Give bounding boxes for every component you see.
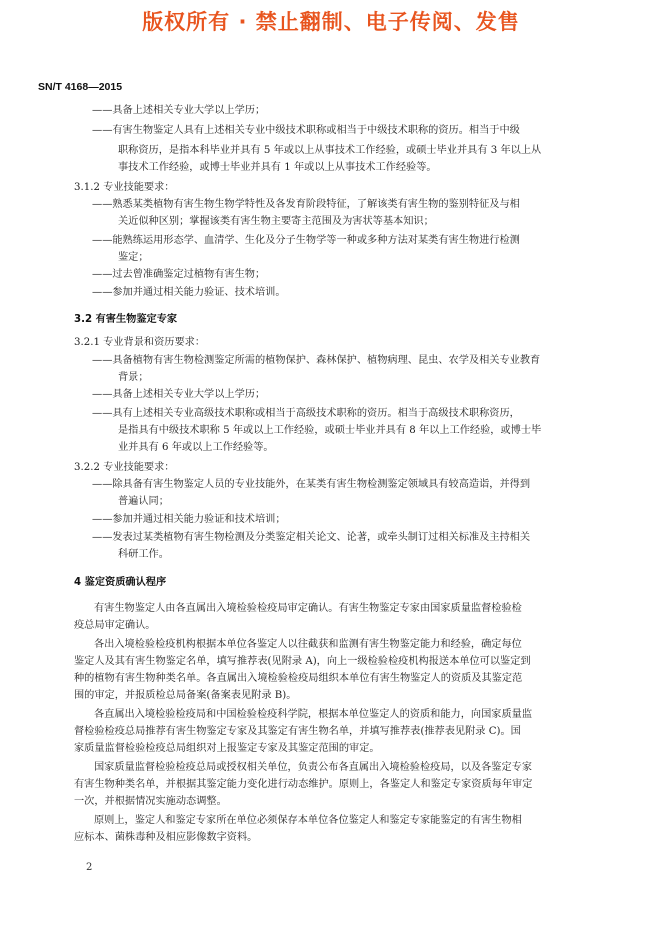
list-item-continuation: 职称资历，是指本科毕业并具有 5 年或以上从事技术工作经验，或硕士毕业并具有 3 年以上从 bbox=[118, 145, 542, 156]
paragraph-line: 原则上，鉴定人和鉴定专家所在单位必须保存本单位各位鉴定人和鉴定专家能鉴定的有害生物相 bbox=[94, 815, 522, 826]
paragraph-line: 有害生物鉴定人由各直属出入境检验检疫局审定确认。有害生物鉴定专家由国家质量监督检验检 bbox=[94, 603, 522, 614]
paragraph-line: 一次，并根据情况实施动态调整。 bbox=[74, 796, 227, 807]
list-item: ——具备上述相关专业大学以上学历； bbox=[92, 105, 266, 116]
list-item-continuation: 关近似种区别；掌握该类有害生物主要寄主范围及为害状等基本知识； bbox=[118, 216, 434, 227]
list-item-continuation: 科研工作。 bbox=[118, 549, 169, 560]
list-item: ——除具备有害生物鉴定人员的专业技能外，在某类有害生物检测鉴定领域具有较高造诣，并得到 bbox=[92, 479, 531, 490]
paragraph-line: 种的植物有害生物种类名单。各直属出入境检验检疫局组织本单位有害生物鉴定人的资质及其鉴定范 bbox=[74, 673, 523, 684]
list-item-continuation: 普遍认同； bbox=[118, 496, 169, 507]
clause-3-2-1: 3.2.1 专业背景和资历要求： bbox=[74, 337, 206, 348]
section-heading-3-2: 3.2 有害生物鉴定专家 bbox=[74, 314, 178, 325]
paragraph-line: 国家质量监督检验检疫总局或授权相关单位，负责公布各直属出入境检验检疫局，以及各鉴定专家 bbox=[94, 762, 533, 773]
paragraph-line: 鉴定人及其有害生物鉴定名单，填写推荐表(见附录 A)，向上一级检验检疫机构报送本单位可以鉴定到 bbox=[74, 656, 531, 667]
list-item: ——能熟练运用形态学、血清学、生化及分子生物学等一种或多种方法对某类有害生物进行检测 bbox=[92, 235, 520, 246]
list-item-continuation: 背景； bbox=[118, 372, 149, 383]
list-item-continuation: 鉴定； bbox=[118, 252, 149, 263]
list-item: ——过去曾准确鉴定过植物有害生物； bbox=[92, 269, 266, 280]
paragraph-line: 家质量监督检验检疫总局组织对上报鉴定专家及其鉴定范围的审定。 bbox=[74, 743, 380, 754]
clause-3-2-2: 3.2.2 专业技能要求： bbox=[74, 462, 175, 473]
section-heading-4: 4 鉴定资质确认程序 bbox=[74, 577, 167, 588]
list-item: ——参加并通过相关能力验证、技术培训。 bbox=[92, 287, 286, 298]
list-item: ——发表过某类植物有害生物检测及分类鉴定相关论文、论著，或牵头制订过相关标准及主持相关 bbox=[92, 532, 531, 543]
paragraph-line: 应标本、菌株毒种及相应影像数字资料。 bbox=[74, 832, 258, 843]
list-item: ——熟悉某类植物有害生物生物学特性及各发育阶段特征，了解该类有害生物的鉴别特征及与相 bbox=[92, 199, 520, 210]
paragraph-line: 围的审定，并报质检总局备案(备案表见附录 B)。 bbox=[74, 690, 297, 701]
paragraph-line: 各直属出入境检验检疫局和中国检验检疫科学院，根据本单位鉴定人的资质和能力，向国家质量监 bbox=[94, 709, 533, 720]
copyright-watermark: 版权所有 · 禁止翻制、电子传阅、发售 bbox=[142, 10, 520, 34]
paragraph-line: 督检验检疫总局推荐有害生物鉴定专家及其鉴定有害生物名单，并填写推荐表(推荐表见附录 C)。国 bbox=[74, 726, 521, 737]
list-item: ——具备上述相关专业大学以上学历； bbox=[92, 389, 266, 400]
paragraph-line: 疫总局审定确认。 bbox=[74, 620, 156, 631]
document-code: SN/T 4168—2015 bbox=[38, 81, 123, 93]
clause-3-1-2: 3.1.2 专业技能要求： bbox=[74, 182, 175, 193]
list-item: ——具有上述相关专业高级技术职称或相当于高级技术职称的资历。相当于高级技术职称资历， bbox=[92, 408, 520, 419]
list-item-continuation: 业并具有 6 年或以上工作经验等。 bbox=[118, 442, 274, 453]
paragraph-line: 有害生物种类名单，并根据其鉴定能力变化进行动态维护。原则上，各鉴定人和鉴定专家资质每年审定 bbox=[74, 779, 533, 790]
list-item: ——具备植物有害生物检测鉴定所需的植物保护、森林保护、植物病理、昆虫、农学及相关专业教育 bbox=[92, 355, 541, 366]
paragraph-line: 各出入境检验检疫机构根据本单位各鉴定人以往截获和监测有害生物鉴定能力和经验，确定每位 bbox=[94, 639, 522, 650]
list-item-continuation: 是指具有中级技术职称 5 年或以上工作经验，或硕士毕业并具有 8 年以上工作经验，或博士毕 bbox=[118, 425, 542, 436]
list-item-continuation: 事技术工作经验，或博士毕业并具有 1 年或以上从事技术工作经验等。 bbox=[118, 162, 437, 173]
page-number: 2 bbox=[86, 862, 93, 873]
list-item: ——参加并通过相关能力验证和技术培训； bbox=[92, 514, 286, 525]
list-item: ——有害生物鉴定人具有上述相关专业中级技术职称或相当于中级技术职称的资历。相当于中级 bbox=[92, 125, 520, 136]
